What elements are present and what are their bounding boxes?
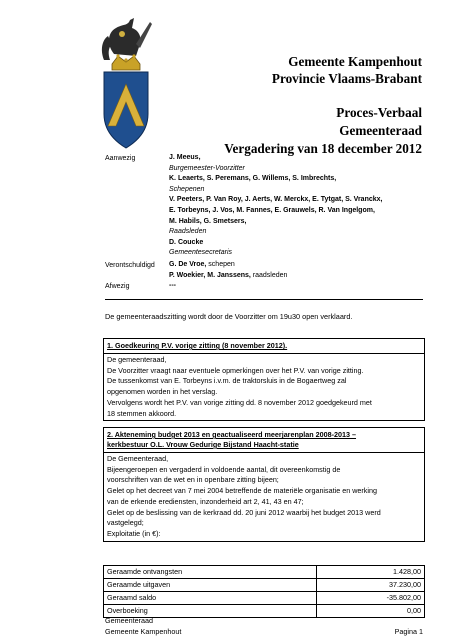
coat-of-arms-icon [96,14,156,154]
table-cell-label: Overboeking [104,605,317,618]
excused-list [169,260,429,281]
agenda-item-1 [103,338,425,421]
present-list [169,153,429,259]
agenda-item-2 [103,427,425,542]
opening-statement [105,312,425,323]
footer-council: Gemeenteraad [105,616,153,625]
agenda-item-1-body [104,353,424,420]
agenda-item-2-title-line: kerkbestuur O.L. Vrouw Gedurige Bijstand Haacht-statie [107,440,299,449]
present-line: Burgemeester-Voorzitter [169,164,245,172]
present-line: Gemeentesecretaris [169,249,233,257]
present-line: K. Leaerts, S. Peremans, G. Willems, S. Imbrechts, [169,175,337,183]
agenda-item-2-line: van de erkende erediensten, inzonderheid art 2, 41, 43 en 47; [107,496,304,506]
footer-municipality: Gemeente Kampenhout [105,626,182,636]
present-line: E. Torbeyns, J. Vos, M. Fannes, E. Grauwels, R. Van Ingelgom, [169,206,375,214]
opening-text: De gemeenteraadszitting wordt door de Voorzitter om 19u30 open verklaard. [105,312,353,321]
table-cell-value: 37.230,00 [317,579,425,592]
table-cell-value: -35.802,00 [317,592,425,605]
agenda-item-1-line: 18 stemmen akkoord. [107,408,177,418]
absent-value-text: --- [169,282,176,289]
table-cell-label: Geraamde ontvangsten [104,566,317,579]
header-meeting-block [224,104,422,158]
agenda-item-2-line: Bijeengeroepen en vergaderd in voldoende aantal, dit overeenkomstig de [107,464,341,474]
agenda-item-2-line: Gelet op de beslissing van de kerkraad dd. 20 juni 2012 waarbij het budget 2013 werd [107,507,381,517]
table-row [104,566,425,579]
council-name: Gemeenteraad [339,123,422,138]
agenda-item-1-line: De tussenkomst van E. Torbeyns i.v.m. de traktorsluis in de Bogaertweg zal [107,376,347,386]
agenda-item-2-title [104,428,424,452]
excused-name: P. Woekier, M. Janssens, [169,271,251,279]
excused-line [169,260,429,271]
present-label: Aanwezig [105,155,136,162]
excused-label: Verontschuldigd [105,262,155,269]
agenda-item-2-line: vastgelegd; [107,518,144,528]
agenda-item-1-title-text: 1. Goedkeuring P.V. vorige zitting (8 november 2012). [107,341,288,350]
page-number: Pagina 1 [394,626,423,636]
header-municipality-block [272,53,422,87]
divider [105,299,423,300]
page-footer [105,616,423,637]
table-cell-label: Geraamd saldo [104,592,317,605]
agenda-item-2-line: voorschriften van de wet en in openbare zitting bijeen; [107,475,279,485]
footer-row [105,627,423,638]
present-line: Schepenen [169,185,205,193]
table-cell-value: 0,00 [317,605,425,618]
present-line: V. Peeters, P. Van Roy, J. Aerts, W. Merckx, E. Tytgat, S. Vranckx, [169,196,383,204]
province-name: Provincie Vlaams-Brabant [271,71,422,86]
excused-name: G. De Vroe, [169,261,207,268]
meeting-date: Vergadering van 18 december 2012 [224,141,422,156]
absent-label: Afwezig [105,283,130,290]
present-line: J. Meeus, [169,154,201,161]
agenda-item-2-title-line: 2. Akteneming budget 2013 en geactualiseerd meerjarenplan 2008-2013 – [107,430,357,439]
table-row [104,592,425,605]
present-line: M. Habils, G. Smetsers, [169,217,247,225]
agenda-item-1-line: De Voorzitter vraagt naar eventuele opmerkingen over het P.V. van vorige zitting. [107,365,364,375]
excused-line [169,271,429,282]
excused-role: raadsleden [250,271,288,279]
agenda-item-2-line: De Gemeenteraad, [107,454,169,463]
excused-role: schepen [206,261,235,268]
document-type: Proces-Verbaal [336,105,422,120]
present-line: Raadsleden [169,228,207,236]
present-line: D. Coucke [169,238,204,246]
agenda-item-1-line: Vervolgens wordt het P.V. van vorige zitting dd. 8 november 2012 goedgekeurd met [107,397,372,407]
absent-value [169,281,429,292]
exploitation-table [103,565,425,618]
agenda-item-2-body [104,452,424,541]
municipality-name: Gemeente Kampenhout [288,54,422,69]
agenda-item-1-title [104,339,424,353]
table-cell-value: 1.428,00 [317,566,425,579]
table-cell-label: Geraamde uitgaven [104,579,317,592]
agenda-item-1-line: De gemeenteraad, [107,355,167,364]
agenda-item-2-line: Exploitatie (in €): [107,528,161,538]
table-row [104,579,425,592]
agenda-item-2-line: Gelet op het decreet van 7 mei 2004 betreffende de materiële organisatie en werking [107,486,377,496]
agenda-item-1-line: opgenomen worden in het verslag. [107,387,218,397]
